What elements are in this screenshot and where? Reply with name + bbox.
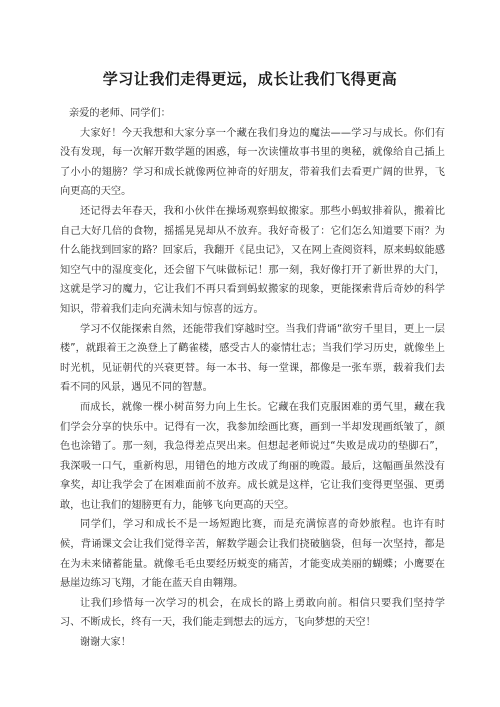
paragraph-4: 而成长，就像一棵小树苗努力向上生长。它藏在我们克服困难的勇气里，藏在我们学会分享的快乐中。记得有一次，我参加绘画比赛，画到一半却发现画纸皱了，颜色也涂错了。那一刻，我急得差点哭出来。但想起老师说过“失败是成功的垫脚石”，我深吸一口气，重新构思，用错色的地方改成了绚丽的晚霞。最后，这幅画虽然没有拿奖，却让我学会了在困难面前不放弃。成长就是这样，它让我们变得更坚强、更勇敢，也让我们的翅膀更有力，能够飞向更高的天空。 <box>60 401 445 511</box>
closing-line: 谢谢大家！ <box>80 637 131 649</box>
paragraph-3: 学习不仅能探索自然，还能带我们穿越时空。当我们背诵“欲穷千里目，更上一层楼”，就跟着王之涣登上了鹳雀楼，感受古人的豪情壮志；当我们学习历史，就像坐上时光机，见证朝代的兴衰更替。每一本书、每一堂课，都像是一张车票，载着我们去看不同的风景，遇见不同的智慧。 <box>60 323 445 394</box>
paragraph-6: 让我们珍惜每一次学习的机会，在成长的路上勇敢向前。相信只要我们坚持学习、不断成长，终有一天，我们能走到想去的远方，飞向梦想的天空！ <box>60 597 445 629</box>
speech-body <box>60 104 445 653</box>
salutation: 亲爱的老师、同学们： <box>69 108 171 119</box>
paragraph-5: 同学们，学习和成长不是一场短跑比赛，而是充满惊喜的奇妙旅程。也许有时候，背诵课文会让我们觉得辛苦，解数学题会让我们挠破脑袋，但每一次坚持，都是在为未来储蓄能量。就像毛毛虫要经历蜕变的痛苦，才能变成美丽的蝴蝶；小鹰要在悬崖边练习飞翔，才能在蓝天自由翱翔。 <box>60 519 445 590</box>
paragraph-2: 还记得去年春天，我和小伙伴在操场观察蚂蚁搬家。那些小蚂蚁排着队，搬着比自己大好几倍的食物，摇摇晃晃却从不放弃。我好奇极了：它们怎么知道要下雨？为什么能找到回家的路？回家后，我翻开《昆虫记》，又在网上查阅资料，原来蚂蚁能感知空气中的湿度变化，还会留下气味做标记！那一刻，我好像打开了新世界的大门，这就是学习的魔力，它让我们不再只看到蚂蚁搬家的现象，更能探索背后奇妙的科学知识，带着我们走向充满未知与惊喜的远方。 <box>60 205 445 315</box>
paragraph-1: 大家好！今天我想和大家分享一个藏在我们身边的魔法——学习与成长。你们有没有发现，每一次解开数学题的困惑，每一次读懂故事书里的奥秘，就像给自己插上了小小的翅膀？学习和成长就像两位神奇的好朋友，带着我们去看更广阔的世界，飞向更高的天空。 <box>60 127 445 198</box>
speech-title: 学习让我们走得更远，成长让我们飞得更高 <box>102 70 398 88</box>
